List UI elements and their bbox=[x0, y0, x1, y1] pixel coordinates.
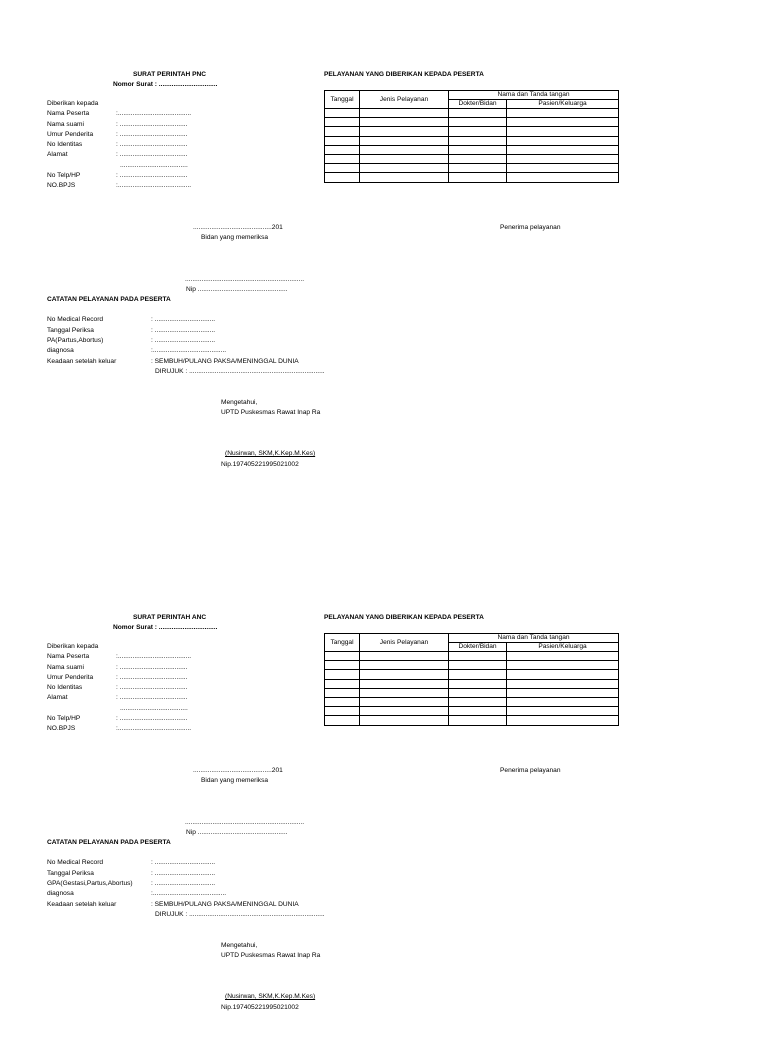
tanggal-cell[interactable] bbox=[325, 173, 360, 182]
date-line: ...........................................201 bbox=[193, 767, 283, 774]
field-value: :........................................ bbox=[151, 890, 227, 897]
field-value: : ................................. bbox=[151, 337, 216, 344]
pnc-form bbox=[0, 0, 768, 520]
field-label: Nama suami bbox=[47, 664, 85, 671]
field-label: Keadaan setelah keluar bbox=[47, 358, 117, 365]
jenis-cell[interactable] bbox=[360, 136, 449, 145]
dokter-cell[interactable] bbox=[449, 173, 507, 182]
field-label: diagnosa bbox=[47, 347, 74, 354]
tanggal-cell[interactable] bbox=[325, 154, 360, 163]
header-jenis-pelayanan: Jenis Pelayanan bbox=[360, 91, 449, 109]
diberikan-kepada-label: Diberikan kepada bbox=[47, 643, 99, 650]
dirujuk-line: DIRUJUK : .......................................................................... bbox=[155, 911, 325, 918]
table-row bbox=[325, 173, 619, 182]
header-dokter-bidan: Dokter/Bidan bbox=[449, 643, 507, 652]
kepala-name: (Nusirwan, SKM,K.Kep.M.Kes) bbox=[225, 993, 316, 1000]
anc-form bbox=[0, 543, 768, 1063]
penerima-label: Penerima pelayanan bbox=[500, 767, 561, 774]
jenis-cell[interactable] bbox=[360, 661, 449, 670]
field-label: No Telp/HP bbox=[47, 715, 81, 722]
field-value: : ................................. bbox=[151, 327, 216, 334]
nomor-surat: Nomor Surat : ................................ bbox=[113, 81, 218, 88]
signature-line: ................................................................. bbox=[185, 819, 305, 826]
dokter-cell[interactable] bbox=[449, 109, 507, 118]
jenis-cell[interactable] bbox=[360, 679, 449, 688]
table-row bbox=[325, 697, 619, 706]
field-label: Umur Penderita bbox=[47, 131, 94, 138]
tanggal-cell[interactable] bbox=[325, 661, 360, 670]
table-row bbox=[325, 145, 619, 154]
pasien-cell[interactable] bbox=[507, 109, 619, 118]
table-row bbox=[325, 670, 619, 679]
field-value: : ..................................... bbox=[116, 151, 188, 158]
table-row bbox=[325, 688, 619, 697]
pasien-cell[interactable] bbox=[507, 136, 619, 145]
mengetahui-label: Mengetahui, bbox=[221, 942, 258, 949]
field-label: GPA(Gestasi,Partus,Abortus) bbox=[47, 880, 133, 887]
catatan-title: CATATAN PELAYANAN PADA PESERTA bbox=[47, 839, 171, 846]
pasien-cell[interactable] bbox=[507, 697, 619, 706]
bidan-label: Bidan yang memeriksa bbox=[201, 777, 269, 784]
tanggal-cell[interactable] bbox=[325, 688, 360, 697]
jenis-cell[interactable] bbox=[360, 154, 449, 163]
field-value: ..................................... bbox=[120, 162, 188, 169]
jenis-cell[interactable] bbox=[360, 118, 449, 127]
pasien-cell[interactable] bbox=[507, 173, 619, 182]
field-value: : ..................................... bbox=[116, 684, 188, 691]
pasien-cell[interactable] bbox=[507, 652, 619, 661]
field-value: : ..................................... bbox=[116, 715, 188, 722]
tanggal-cell[interactable] bbox=[325, 127, 360, 136]
field-label: No Medical Record bbox=[47, 316, 104, 323]
field-value: : ..................................... bbox=[116, 694, 188, 701]
field-value: : ..................................... bbox=[116, 172, 188, 179]
jenis-cell[interactable] bbox=[360, 145, 449, 154]
table-row bbox=[325, 716, 619, 725]
date-line: ...........................................201 bbox=[193, 224, 283, 231]
jenis-cell[interactable] bbox=[360, 670, 449, 679]
field-label: Nama Peserta bbox=[47, 653, 90, 660]
field-value: : ..................................... bbox=[116, 664, 188, 671]
catatan-title: CATATAN PELAYANAN PADA PESERTA bbox=[47, 296, 171, 303]
dokter-cell[interactable] bbox=[449, 707, 507, 716]
dokter-cell[interactable] bbox=[449, 118, 507, 127]
field-value: : ..................................... bbox=[116, 131, 188, 138]
field-label: diagnosa bbox=[47, 890, 74, 897]
tanggal-cell[interactable] bbox=[325, 145, 360, 154]
jenis-cell[interactable] bbox=[360, 164, 449, 173]
jenis-cell[interactable] bbox=[360, 652, 449, 661]
field-value: :........................................ bbox=[116, 653, 192, 660]
tanggal-cell[interactable] bbox=[325, 670, 360, 679]
pasien-cell[interactable] bbox=[507, 154, 619, 163]
dokter-cell[interactable] bbox=[449, 688, 507, 697]
field-label: Keadaan setelah keluar bbox=[47, 901, 117, 908]
tanggal-cell[interactable] bbox=[325, 164, 360, 173]
jenis-cell[interactable] bbox=[360, 109, 449, 118]
pasien-cell[interactable] bbox=[507, 145, 619, 154]
table-title: PELAYANAN YANG DIBERIKAN KEPADA PESERTA bbox=[324, 71, 484, 78]
pasien-cell[interactable] bbox=[507, 164, 619, 173]
dokter-cell[interactable] bbox=[449, 679, 507, 688]
field-value: : ................................. bbox=[151, 316, 216, 323]
tanggal-cell[interactable] bbox=[325, 136, 360, 145]
nip-line: Nip ................................................. bbox=[186, 286, 288, 293]
jenis-cell[interactable] bbox=[360, 707, 449, 716]
dokter-cell[interactable] bbox=[449, 670, 507, 679]
bidan-label: Bidan yang memeriksa bbox=[201, 234, 269, 241]
tanggal-cell[interactable] bbox=[325, 118, 360, 127]
tanggal-cell[interactable] bbox=[325, 109, 360, 118]
tanggal-cell[interactable] bbox=[325, 679, 360, 688]
kepala-name: (Nusirwan, SKM,K.Kep.M.Kes) bbox=[225, 450, 316, 457]
dokter-cell[interactable] bbox=[449, 145, 507, 154]
table-row bbox=[325, 679, 619, 688]
table-row bbox=[325, 652, 619, 661]
field-value: :........................................ bbox=[116, 110, 192, 117]
field-value: : ..................................... bbox=[116, 121, 188, 128]
tanggal-cell[interactable] bbox=[325, 716, 360, 725]
dokter-cell[interactable] bbox=[449, 652, 507, 661]
field-label: PA(Partus,Abortus) bbox=[47, 337, 104, 344]
jenis-cell[interactable] bbox=[360, 173, 449, 182]
dokter-cell[interactable] bbox=[449, 164, 507, 173]
header-pasien-keluarga: Pasien/Keluarga bbox=[507, 100, 619, 109]
field-value: ..................................... bbox=[120, 705, 188, 712]
field-value: : SEMBUH/PULANG PAKSA/MENINGGAL DUNIA bbox=[151, 901, 299, 908]
jenis-cell[interactable] bbox=[360, 688, 449, 697]
mengetahui-label: Mengetahui, bbox=[221, 399, 258, 406]
field-label: Nama Peserta bbox=[47, 110, 90, 117]
dokter-cell[interactable] bbox=[449, 661, 507, 670]
pasien-cell[interactable] bbox=[507, 127, 619, 136]
field-label: No Telp/HP bbox=[47, 172, 81, 179]
field-label: No Medical Record bbox=[47, 859, 104, 866]
kepala-nip: Nip.197405221995021002 bbox=[221, 461, 299, 468]
pasien-cell[interactable] bbox=[507, 679, 619, 688]
dokter-cell[interactable] bbox=[449, 154, 507, 163]
dokter-cell[interactable] bbox=[449, 127, 507, 136]
table-title: PELAYANAN YANG DIBERIKAN KEPADA PESERTA bbox=[324, 614, 484, 621]
dirujuk-line: DIRUJUK : .......................................................................... bbox=[155, 368, 325, 375]
pasien-cell[interactable] bbox=[507, 661, 619, 670]
field-label: Umur Penderita bbox=[47, 674, 94, 681]
field-value: : ................................. bbox=[151, 859, 216, 866]
field-value: :........................................ bbox=[151, 347, 227, 354]
table-row bbox=[325, 127, 619, 136]
header-nama-ttd: Nama dan Tanda tangan bbox=[449, 91, 619, 100]
jenis-cell[interactable] bbox=[360, 716, 449, 725]
field-label: No Identitas bbox=[47, 141, 83, 148]
jenis-cell[interactable] bbox=[360, 127, 449, 136]
tanggal-cell[interactable] bbox=[325, 652, 360, 661]
field-label: Tanggal Periksa bbox=[47, 327, 94, 334]
pasien-cell[interactable] bbox=[507, 707, 619, 716]
header-tanggal: Tanggal bbox=[325, 634, 360, 652]
field-value: : ..................................... bbox=[116, 141, 188, 148]
field-value: : SEMBUH/PULANG PAKSA/MENINGGAL DUNIA bbox=[151, 358, 299, 365]
tanggal-cell[interactable] bbox=[325, 697, 360, 706]
pasien-cell[interactable] bbox=[507, 670, 619, 679]
pasien-cell[interactable] bbox=[507, 688, 619, 697]
kepala-nip: Nip.197405221995021002 bbox=[221, 1004, 299, 1011]
table-row bbox=[325, 154, 619, 163]
dokter-cell[interactable] bbox=[449, 716, 507, 725]
header-jenis-pelayanan: Jenis Pelayanan bbox=[360, 634, 449, 652]
field-value: :........................................ bbox=[116, 725, 192, 732]
field-value: :........................................ bbox=[116, 182, 192, 189]
field-label: NO.BPJS bbox=[47, 725, 76, 732]
header-nama-ttd: Nama dan Tanda tangan bbox=[449, 634, 619, 643]
tanggal-cell[interactable] bbox=[325, 707, 360, 716]
field-label: No Identitas bbox=[47, 684, 83, 691]
table-row bbox=[325, 109, 619, 118]
penerima-label: Penerima pelayanan bbox=[500, 224, 561, 231]
table-row bbox=[325, 164, 619, 173]
diberikan-kepada-label: Diberikan kepada bbox=[47, 100, 99, 107]
dokter-cell[interactable] bbox=[449, 136, 507, 145]
service-table bbox=[324, 90, 619, 183]
pasien-cell[interactable] bbox=[507, 716, 619, 725]
field-label: Tanggal Periksa bbox=[47, 870, 94, 877]
table-row bbox=[325, 707, 619, 716]
jenis-cell[interactable] bbox=[360, 697, 449, 706]
uptd-label: UPTD Puskesmas Rawat Inap Ra bbox=[221, 952, 321, 959]
field-label: Alamat bbox=[47, 694, 68, 701]
header-pasien-keluarga: Pasien/Keluarga bbox=[507, 643, 619, 652]
table-row bbox=[325, 136, 619, 145]
field-label: NO.BPJS bbox=[47, 182, 76, 189]
nip-line: Nip ................................................. bbox=[186, 829, 288, 836]
field-label: Nama suami bbox=[47, 121, 85, 128]
table-row bbox=[325, 118, 619, 127]
pasien-cell[interactable] bbox=[507, 118, 619, 127]
dokter-cell[interactable] bbox=[449, 697, 507, 706]
signature-line: ................................................................. bbox=[185, 276, 305, 283]
nomor-surat: Nomor Surat : ................................ bbox=[113, 624, 218, 631]
header-tanggal: Tanggal bbox=[325, 91, 360, 109]
uptd-label: UPTD Puskesmas Rawat Inap Ra bbox=[221, 409, 321, 416]
field-value: : ..................................... bbox=[116, 674, 188, 681]
field-value: : ................................. bbox=[151, 880, 216, 887]
form-title: SURAT PERINTAH PNC bbox=[133, 71, 207, 78]
service-table bbox=[324, 633, 619, 726]
field-value: : ................................. bbox=[151, 870, 216, 877]
form-title: SURAT PERINTAH ANC bbox=[133, 614, 207, 621]
table-row bbox=[325, 661, 619, 670]
header-dokter-bidan: Dokter/Bidan bbox=[449, 100, 507, 109]
field-label: Alamat bbox=[47, 151, 68, 158]
